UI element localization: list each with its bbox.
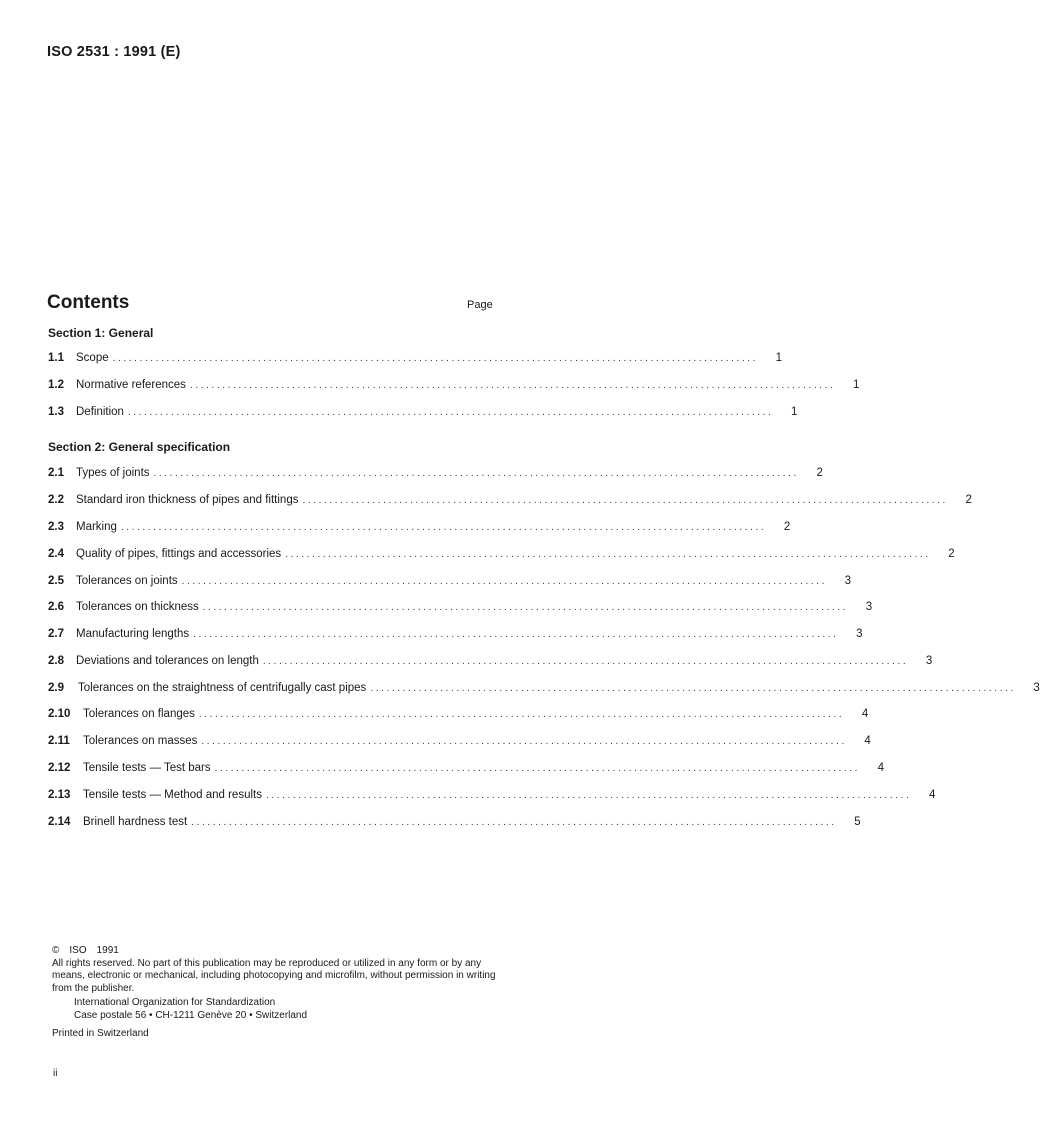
- dot-leader: ........................................................................................................................: [120, 522, 767, 533]
- toc-entry-title: Quality of pipes, fittings and accessories: [76, 548, 282, 560]
- document-id: ISO 2531 : 1991 (E): [47, 44, 181, 60]
- toc-entry[interactable]: [48, 575, 852, 591]
- dot-leader: ........................................................................................................................: [198, 709, 845, 720]
- toc-entry-number: 2.3: [48, 521, 64, 533]
- copyright-notice: All rights reserved. No part of this publication may be reproduced or utilized in any form or by any means, electronic or mechanical, including photocopying and microfilm, without permission in writing from the publisher.: [52, 957, 496, 994]
- toc-entry[interactable]: [48, 735, 871, 751]
- organization-name: International Organization for Standardization: [74, 997, 276, 1009]
- toc-entry-title: Tolerances on joints: [76, 575, 178, 587]
- toc-entry-number: 2.7: [48, 628, 64, 640]
- copyright-year: 1991: [96, 945, 119, 956]
- toc-entry-title: Tensile tests — Method and results: [83, 789, 262, 801]
- toc-entry[interactable]: [48, 406, 798, 422]
- toc-entry-number: 1.2: [48, 379, 64, 391]
- toc-entry-page: 3: [1033, 682, 1040, 694]
- section-heading: Section 1: General: [48, 326, 154, 340]
- organization-block: [52, 997, 497, 1022]
- toc-entry-title: Normative references: [76, 379, 186, 391]
- toc-entry-number: 2.2: [48, 494, 64, 506]
- copyright-block: [52, 945, 497, 1040]
- toc-entry-title: Tolerances on thickness: [76, 601, 199, 613]
- dot-leader: ........................................................................................................................: [193, 629, 839, 640]
- toc-entry-number: 2.6: [48, 601, 64, 613]
- section-heading: Section 2: General specification: [48, 440, 231, 454]
- toc-entry[interactable]: [48, 379, 860, 395]
- toc-entry-page: 1: [852, 379, 860, 391]
- dot-leader: ........................................................................................................................: [202, 602, 849, 613]
- toc-entry-number: 2.12: [48, 762, 71, 774]
- toc-entry[interactable]: [48, 467, 823, 483]
- toc-entry-number: 2.11: [48, 735, 70, 747]
- toc-entry-page: 4: [861, 708, 869, 720]
- toc-entry-number: 2.1: [48, 467, 64, 479]
- dot-leader: ........................................................................................................................: [112, 353, 759, 364]
- toc-entry-page: 2: [816, 467, 823, 479]
- organization-address: Case postale 56 • CH-1211 Genève 20 • Switzerland: [74, 1009, 308, 1021]
- toc-entry-title: Standard iron thickness of pipes and fittings: [76, 494, 299, 506]
- toc-entry-page: 4: [864, 735, 871, 747]
- toc-entry-page: 1: [775, 352, 783, 364]
- toc-entry-title: Definition: [76, 406, 124, 418]
- toc-entry[interactable]: [48, 789, 936, 805]
- toc-entry-title: Types of joints: [76, 467, 150, 479]
- toc-entry-page: 2: [783, 521, 791, 533]
- toc-entry-page: 3: [925, 655, 933, 667]
- toc-entry[interactable]: [48, 655, 933, 671]
- toc-entry-title: Tolerances on the straightness of centrifugally cast pipes: [78, 682, 367, 694]
- copyright-holder: ISO: [69, 945, 87, 956]
- dot-leader: ........................................................................................................................: [370, 683, 1016, 694]
- dot-leader: ........................................................................................................................: [265, 790, 912, 801]
- toc-entry-title: Tolerances on flanges: [83, 708, 195, 720]
- dot-leader: ........................................................................................................................: [262, 656, 909, 667]
- page-column-label: Page: [467, 299, 493, 311]
- toc-entry-title: Scope: [76, 352, 109, 364]
- toc-entry-title: Tensile tests — Test bars: [83, 762, 211, 774]
- toc-entry[interactable]: [48, 816, 861, 832]
- toc-entry-number: 2.9: [48, 682, 64, 694]
- copyright-symbol: ©: [52, 945, 60, 956]
- toc-entry-page: 2: [948, 548, 955, 560]
- dot-leader: ........................................................................................................................: [302, 495, 948, 506]
- toc-entry-number: 1.1: [48, 352, 64, 364]
- toc-entry-title: Brinell hardness test: [83, 816, 188, 828]
- toc-entry-page: 4: [928, 789, 936, 801]
- dot-leader: ........................................................................................................................: [153, 468, 799, 479]
- toc-entry[interactable]: [48, 708, 869, 724]
- dot-leader: ........................................................................................................................: [189, 380, 836, 391]
- toc-entry-title: Tolerances on masses: [83, 735, 198, 747]
- toc-entry[interactable]: [48, 352, 783, 368]
- dot-leader: ........................................................................................................................: [285, 549, 931, 560]
- toc-entry-title: Manufacturing lengths: [76, 628, 190, 640]
- toc-entry-title: Deviations and tolerances on length: [76, 655, 259, 667]
- toc-entry[interactable]: [48, 628, 863, 644]
- dot-leader: ........................................................................................................................: [181, 576, 828, 587]
- toc-entry[interactable]: [48, 548, 955, 564]
- dot-leader: ........................................................................................................................: [201, 736, 847, 747]
- toc-entry-number: 2.8: [48, 655, 64, 667]
- toc-entry-page: 3: [865, 601, 873, 613]
- toc-entry-page: 3: [844, 575, 852, 587]
- page-number: ii: [53, 1068, 58, 1079]
- toc-entry[interactable]: [48, 521, 791, 537]
- toc-entry[interactable]: [48, 494, 972, 510]
- contents-title: Contents: [47, 292, 130, 313]
- toc-entry[interactable]: [48, 682, 1040, 698]
- toc-entry-number: 2.13: [48, 789, 71, 801]
- toc-entry-page: 4: [877, 762, 885, 774]
- toc-entry-page: 1: [790, 406, 798, 418]
- toc-entry-page: 3: [856, 628, 863, 640]
- toc-entry-number: 2.5: [48, 575, 64, 587]
- toc-entry[interactable]: [48, 601, 873, 617]
- toc-entry-page: 2: [965, 494, 972, 506]
- dot-leader: ........................................................................................................................: [214, 763, 861, 774]
- toc-entry[interactable]: [48, 762, 885, 778]
- printed-in: Printed in Switzerland: [52, 1027, 149, 1039]
- toc-entry-title: Marking: [76, 521, 117, 533]
- toc-entry-page: 5: [854, 816, 861, 828]
- dot-leader: ........................................................................................................................: [127, 407, 774, 418]
- toc-entry-number: 2.10: [48, 708, 71, 720]
- toc-entry-number: 2.4: [48, 548, 64, 560]
- toc-entry-number: 1.3: [48, 406, 64, 418]
- toc-entry-number: 2.14: [48, 816, 71, 828]
- copyright-line: [52, 945, 497, 958]
- dot-leader: ........................................................................................................................: [191, 817, 837, 828]
